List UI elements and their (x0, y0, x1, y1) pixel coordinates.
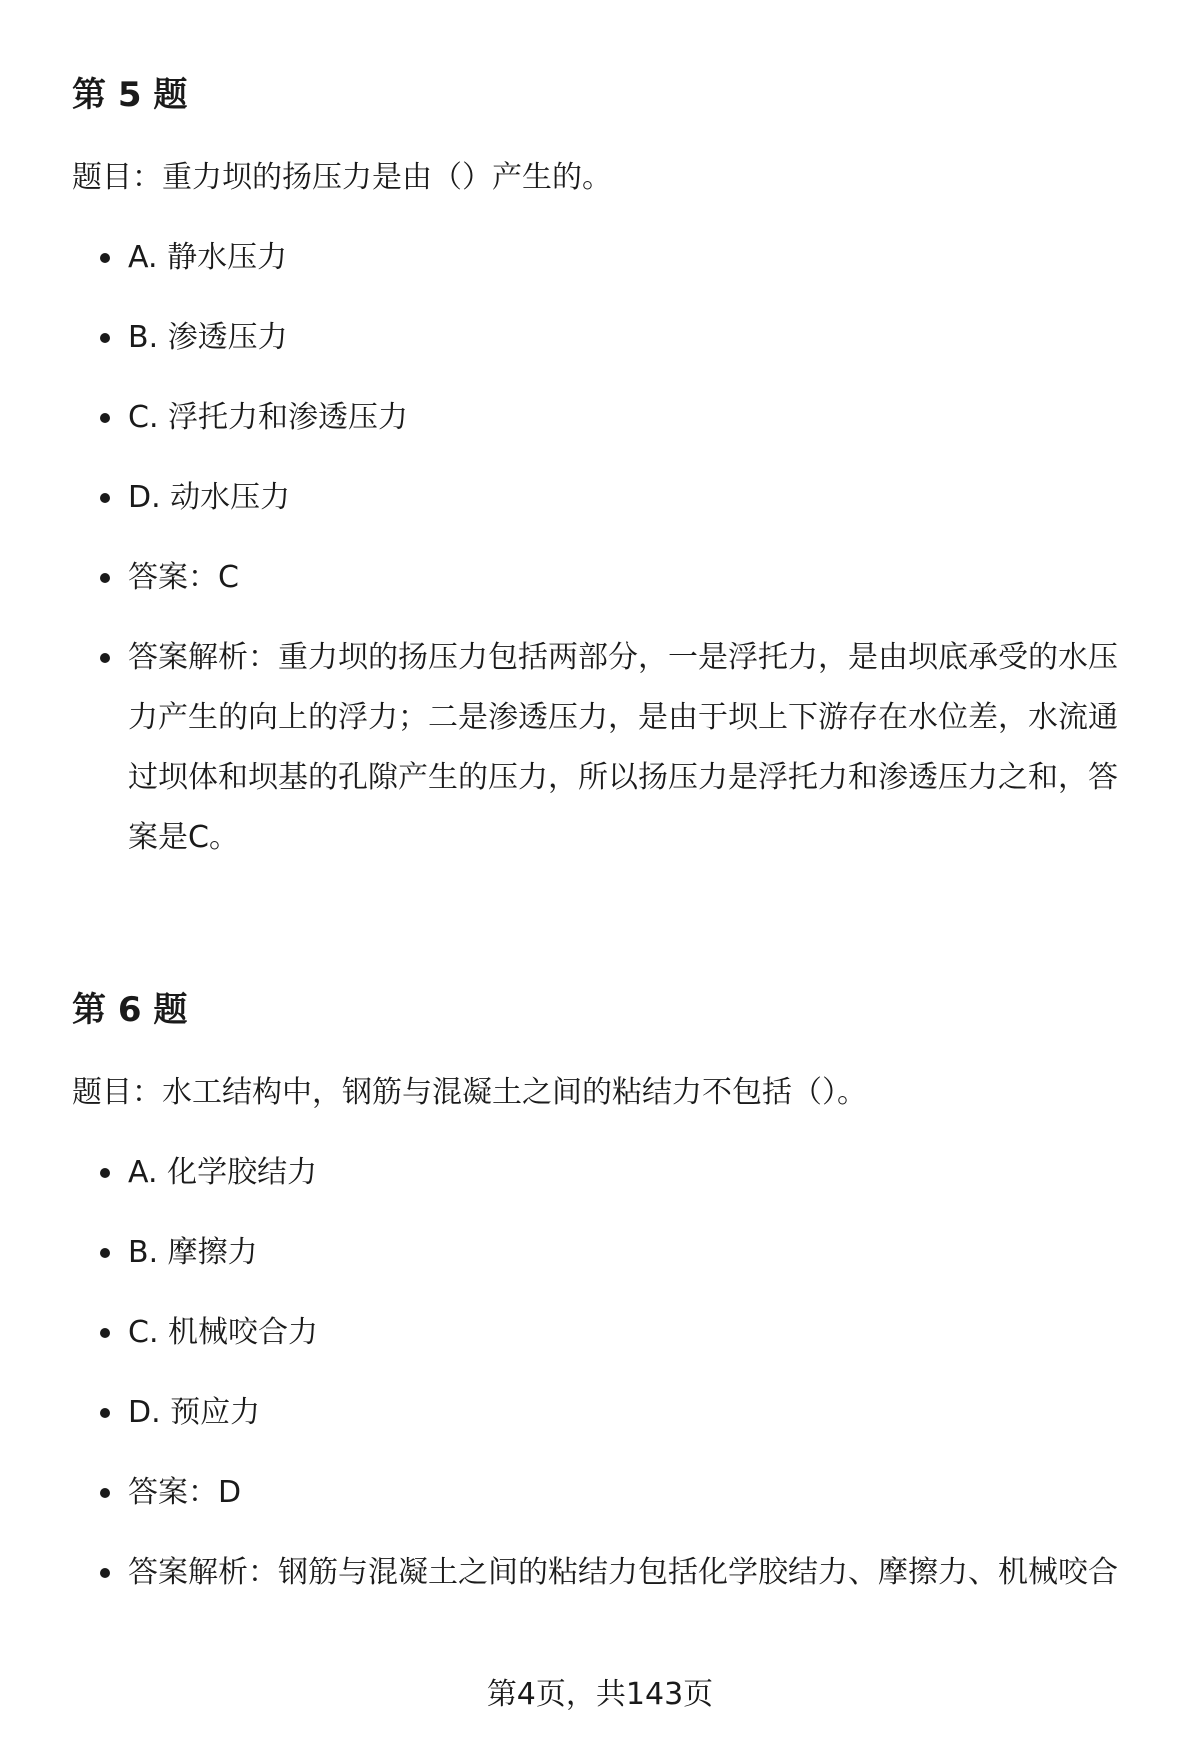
page-number: 第4页，共143页 (486, 1677, 714, 1712)
option-list (72, 1143, 1152, 1603)
question-heading: 第 5 题 (72, 75, 188, 115)
question-heading: 第 6 题 (72, 990, 188, 1030)
option-a: A. 化学胶结力 (72, 1143, 1152, 1203)
answer-item: 答案：C (72, 548, 1152, 608)
answer-item: 答案：D (72, 1463, 1152, 1523)
question-5 (72, 70, 1152, 855)
option-a: A. 静水压力 (72, 228, 1152, 288)
question-text: 题目：水工结构中，钢筋与混凝土之间的粘结力不包括（）。 (72, 1075, 867, 1110)
option-b: B. 渗透压力 (72, 308, 1152, 368)
option-list (72, 228, 1152, 868)
option-d: D. 预应力 (72, 1383, 1152, 1443)
question-text: 题目：重力坝的扬压力是由（）产生的。 (72, 160, 612, 195)
option-d: D. 动水压力 (72, 468, 1152, 528)
explanation-item: 答案解析：钢筋与混凝土之间的粘结力包括化学胶结力、摩擦力、机械咬合 (72, 1543, 1128, 1603)
option-b: B. 摩擦力 (72, 1223, 1152, 1283)
question-6 (72, 985, 1152, 1590)
option-c: C. 机械咬合力 (72, 1303, 1152, 1363)
option-c: C. 浮托力和渗透压力 (72, 388, 1152, 448)
explanation-item: 答案解析：重力坝的扬压力包括两部分，一是浮托力，是由坝底承受的水压力产生的向上的浮力；二是渗透压力，是由于坝上下游存在水位差，水流通过坝体和坝基的孔隙产生的压力，所以扬压力是浮托力和渗透压力之和，答案是C。 (72, 628, 1128, 868)
